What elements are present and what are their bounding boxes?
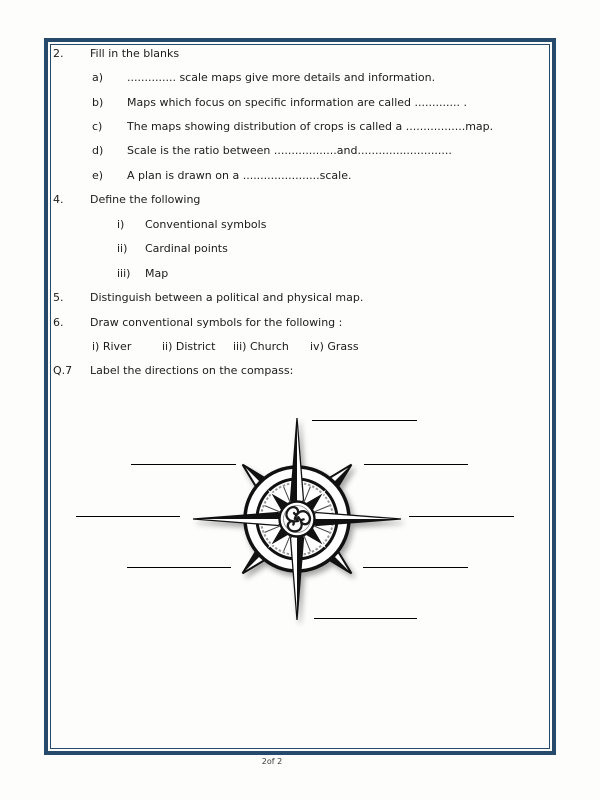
sub-label: d) <box>92 144 104 158</box>
worksheet-content <box>51 41 549 383</box>
sub-text: .............. scale maps give more details and information. <box>127 71 436 85</box>
question-4iii <box>117 261 549 285</box>
sub-text: Conventional symbols <box>145 217 267 231</box>
question-5 <box>51 285 549 309</box>
question-4 <box>51 188 549 212</box>
sub-text: Cardinal points <box>145 242 228 256</box>
sub-label: a) <box>92 71 104 85</box>
question-6 <box>51 310 549 334</box>
question-4i <box>117 212 549 236</box>
question-2c <box>92 114 549 138</box>
question-title: Fill in the blanks <box>90 46 180 60</box>
blank-line-north <box>312 420 417 421</box>
question-2 <box>51 41 549 65</box>
question-number: Q.7 <box>53 364 73 378</box>
symbol-item-district: ii) District <box>162 339 216 353</box>
symbol-item-river: i) River <box>92 339 132 353</box>
question-number: 5. <box>53 291 64 305</box>
blank-line-east <box>409 516 514 517</box>
compass-south-point <box>291 529 304 621</box>
page-border <box>44 38 556 755</box>
question-2d <box>92 139 549 163</box>
question-6-symbols <box>92 334 549 358</box>
compass-east-point <box>307 513 402 526</box>
page-border-inner <box>50 44 550 749</box>
question-2e <box>92 163 549 187</box>
question-title: Label the directions on the compass: <box>90 364 294 378</box>
symbol-item-church: iii) Church <box>233 339 289 353</box>
sub-label: ii) <box>117 242 128 256</box>
sub-label: b) <box>92 95 104 109</box>
compass-west-point <box>193 513 288 526</box>
sub-label: iii) <box>117 266 131 280</box>
question-title: Draw conventional symbols for the following : <box>90 315 343 329</box>
sub-text: The maps showing distribution of crops is called a .................map. <box>127 120 494 134</box>
question-2b <box>92 90 549 114</box>
question-title: Distinguish between a political and physical map. <box>90 291 364 305</box>
question-number: 4. <box>53 193 64 207</box>
blank-line-west <box>76 516 180 517</box>
question-number: 2. <box>53 46 64 60</box>
sub-label: c) <box>92 120 103 134</box>
blank-line-southwest <box>127 567 231 568</box>
blank-line-southeast <box>363 567 468 568</box>
blank-line-south <box>314 618 417 619</box>
sub-text: Scale is the ratio between ..................and........................... <box>127 144 452 158</box>
sub-label: e) <box>92 168 104 182</box>
question-number: 6. <box>53 315 64 329</box>
blank-line-northeast <box>364 464 468 465</box>
sub-label: i) <box>117 217 125 231</box>
sub-text: A plan is drawn on a ......................scale. <box>127 168 352 182</box>
symbol-item-grass: iv) Grass <box>310 339 359 353</box>
sub-text: Maps which focus on specific information are called ............. . <box>127 95 467 109</box>
question-7 <box>51 359 549 383</box>
question-title: Define the following <box>90 193 201 207</box>
question-4ii <box>117 237 549 261</box>
question-2a <box>92 65 549 89</box>
sub-text: Map <box>145 266 169 280</box>
blank-line-northwest <box>131 464 236 465</box>
compass-rose-image <box>186 408 408 630</box>
page-footer: 2of 2 <box>261 757 283 766</box>
compass-north-point <box>291 418 304 510</box>
compass-center-medallion <box>280 502 315 537</box>
